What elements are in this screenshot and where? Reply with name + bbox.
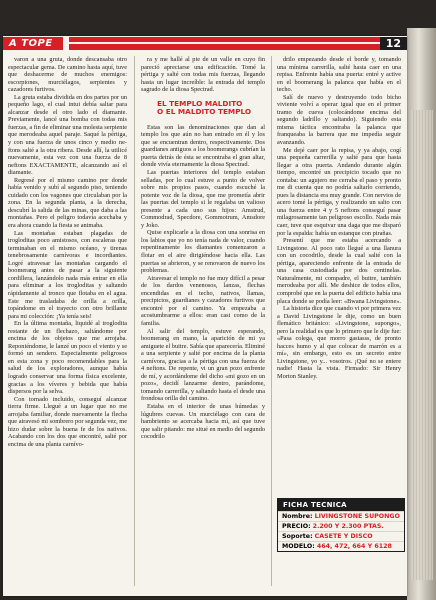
tech-sheet-label: Soporte: xyxy=(282,533,313,540)
paragraph: Regresé por el mismo camino por donde había venido y subí al segundo piso, teniendo cuidado con los vagones que circulaban por la zona. En la segunda planta, a la derecha, descubrí la salida de las minas, que daba a las montañas. Pero el peligro todavía acechaba y era ahora cuando la fiesta se animaba. xyxy=(8,176,127,230)
paragraph: Atravesar el templo no fue muy difícil a pesar de los dardos venenosos, lanzas, flechas encendidas en el techo, nativos, llamas, precipicios, guardianes y cazadores furtivos que encontré por el camino. Ya empezaba a acostumbrarme a ellos: eran casi como de la familia. xyxy=(141,274,265,327)
paragraph: Las montañas estaban plagadas de trogloditas poco amistosos, con escaleras que terminaban en el mismo océano, y tirenas tenebrosamente carnívoras e incordiantes. Logré atravesar las montañas cargando el boomerang antes de pasar a la siguiente cordillera, lanzándolo nada más entrar en ella para eliminar a los trogloditas y saltando rápidamente al tronco que flotaba en el agua. Este me trasladaba de orilla a orilla, topándome en el trayecto con otro brillante para mi colección: ¡Ya tenía seis! xyxy=(8,229,127,320)
paragraph: ra y me hallé al pie de un valle en cuyo fin pareció apreciarse una edificación. Tomé la pértiga y salté con todas mis fuerzas, llegando hasta un lugar increíble: la entrada del templo sagrado de la diosa Spectrad. xyxy=(141,56,265,94)
column-divider xyxy=(134,56,135,586)
paragraph: Estas son las denominaciones que dan al templo los que aún no han entrado en él y los que se encuentran dentro, respectivamente. Dos guardianes antiguos a los boomerangs cubrían la puerta detrás de ésta se encontraba el gran altar, donde vivía eternamente la diosa Spectrad. xyxy=(141,123,265,169)
paragraph: Las puertas interiores del templo estaban selladas, por lo cual estuve a punto de volver sobre mis propios pasos, cuando escuché la potente voz de la diosa, que me prometía abrir las puertas del templo si le regalaba un valioso presente a cada uno sus hijos: Amstrud, Commodrad, Specdore, Gommotrum, Amsdore y Joko. xyxy=(141,169,265,229)
section-heading-line-1: EL TEMPLO MALDITO xyxy=(157,98,243,108)
page-header xyxy=(3,37,407,50)
section-heading xyxy=(141,100,265,117)
tech-sheet-row xyxy=(278,531,404,541)
section-logo: A TOPE xyxy=(3,37,63,50)
paragraph: En la última montaña, liquidé al troglodita restante de un flechazo, saltándome por encima de los objetos que me arrojaba. Reponiéndome, le lanzé un poco el viento y se formó un sendero. Especialmente peligrosos en esta zona y poco recomendables para la salud de los exploradores, aunque había logrado conservar una forma física excelente, gracias a los víveres y bebida que había dispersos por la selva. xyxy=(8,320,127,396)
column-divider xyxy=(271,56,272,586)
paragraph: drilo empezando desde el borde y, tomando una mínima carrerilla, salté hasta caer en una repisa. Enfrente había una puerta: entré y active en el boomerang la palanca que había en el techo. xyxy=(277,56,401,94)
paragraph: varon a una gruta, donde descansaba otro espectacular gema. De camino hasta aquí, tuve que deshacerme de muchos enemigos: escorpiones, murciélagos, serpientes y cazadores furtivos. xyxy=(8,56,127,94)
tech-sheet-row xyxy=(278,511,404,521)
paragraph: La gruta estaba dividida en dos partes por un pequeño lago, el cual intui debía saltar para alcanzar desde el otro lado el diamante. Previamente, lancé una bomba con todas mis fuerzas, a fin de eliminar una molesta serpiente que merodeaba aquel paraje. Saqué la pértiga, y con una fuerza de unos cinco y medio neftons salté a la otra ribera. Desde allí, la utilicé nuevamente, esta vez con una fuerza de 8 neftons EXACTAMENTE, alcanzando así el diamante. xyxy=(8,93,127,177)
column-2 xyxy=(141,56,265,441)
paragraph: Me dejé caer por la repisa, y ya abajo, cogí una pequeña carrerilla y salté para que hasta llegar a otra puerta. Andando durante algún tiempo, encontré un precipicio tocado que no contaba: un agujero me cerraba el paso y pronto me di cuenta que no podría saltarlo corriendo, pues la distancia era muy grande. Con nervios de acero tomé la pértiga, y realizando un salto con una fuerza entre 4 y 5 neftons conseguí pasar milagrosamente tan peligroso escollo. Nada más caer, tuve que esquivar una daga que me disparó por la espalda: había un estanque con pirañas. xyxy=(277,146,401,237)
tech-sheet-value: 2.200 Y 2.300 PTAS. xyxy=(312,523,384,530)
paragraph: Con tornado incluido, conseguí alcanzar tierra firme. Llegué a un lugar que no me arrojaba familiar, donde nuevamente la flecha que atravesó mi sombrero por segunda vez, me hizo dudar sobre la buena fe de los nativos. Acabando con los dos que encontré, salté por encima de una planta carnívo- xyxy=(8,395,127,448)
tech-sheet-value: LIVINGSTONE SUPONGO xyxy=(314,513,400,520)
page-edges xyxy=(411,110,433,580)
column-3 xyxy=(277,56,401,381)
paragraph: Salí de nuevo y destruyendo todo bicho viviente volví a operar igual que en el primer tramo de cueva (colocándome encima del segundo ladrillo y saltando). Siguiendo esta misma táctica encontraba la palanca que franqueaba la barrera que me impedía seguir avanzando. xyxy=(277,93,401,147)
tech-sheet-value: 464, 472, 664 Y 6128 xyxy=(316,543,392,550)
tech-sheet-label: MODELO: xyxy=(282,543,315,550)
paragraph: Estaba en el interior de unas húmedas y lúgubres cuevas. Un murciélago con cara de hambriento se acercaba hacia mí, así que tuve que salir pitando: me situé en medio del segundo cocodrilo xyxy=(141,402,265,441)
page-number: 12 xyxy=(380,37,407,50)
paragraph: Al salir del templo, estuve esperando, boomerang en mano, la aparición de mi ya amiguete el buitre. Sabía que aparecería. Eliminé a una serpiente y salté por encima de la planta carnívora, gracias a la pértiga con una fuerza de 4 neftons. De repente, vi un gran pozo enfrente de mí, y acordándome del dicho «mi gozo en un pozo», decidí lanzarme dentro, parándome, tomando carrerilla, y saltando hasta el desde una frondosa orilla del camino. xyxy=(141,327,265,403)
paragraph: Presentí que me estaba acercando a Livingstone. Al poco rato llegué a una llanura con un cocodrilo, desde la cual salté con la pértiga, apareciendo enfrente de la entrada de una casa custodiada por dos centinelas. Naturalmente, mi compadre, el buitre, también merodeaba por allí. Me deshice de todos ellos, comprobé que en la puerta del edificio había una placa donde se podía leer: «Bwana Livingstone». xyxy=(277,237,401,305)
header-rule xyxy=(69,37,380,50)
tech-sheet-row xyxy=(278,541,404,551)
tech-sheet-box xyxy=(277,498,405,552)
paragraph: La historia dice que cuando vi por primera vez a David Livingstone le dije, como un buen flemático británico: «Livingstone, supongo», pero la realidad es que lo primero que le dije fue: «Pasa colega, que morro gastasss, de pronto hacces humo y al que colocar de marrón es a mí», sin embargo, esto es un secreto entre Livingstone, yo y... vosotros. ¡Qué no se entere nadie! Hasta la vista. Firmado: Sir Henry Morton Stanley. xyxy=(277,305,401,380)
tech-sheet-label: Nombre: xyxy=(282,513,313,520)
column-1 xyxy=(8,56,127,448)
paragraph: Quise explicarle a la diosa con una sonrisa en los labios que yo no tenía nada de valor, cuando repentinamente los diamantes comenzaron a flotar en el aire dirigiéndose hacia ella. Las puertas se abrieron, y se renovaron de nuevo los problemas. xyxy=(141,229,265,275)
tech-sheet-row xyxy=(278,521,404,531)
tech-sheet-value: CASETE Y DISCO xyxy=(314,533,373,540)
section-heading-line-2: O EL MALDITO TEMPLO xyxy=(157,107,252,117)
tech-sheet-label: PRECIO: xyxy=(282,523,311,530)
tech-sheet-heading: FICHA TECNICA xyxy=(278,499,404,511)
